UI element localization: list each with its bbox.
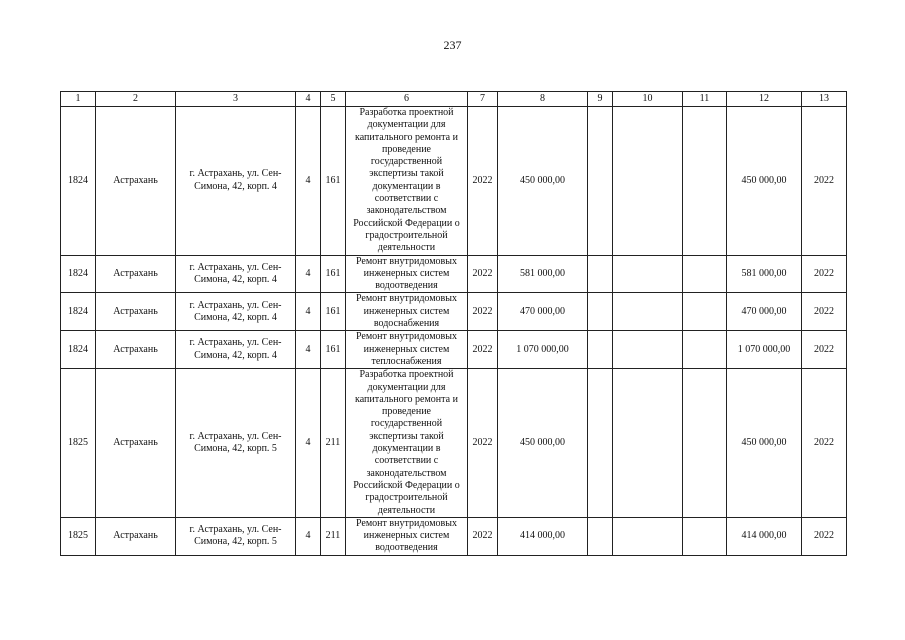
col10-cell bbox=[613, 331, 683, 369]
column-header: 9 bbox=[588, 92, 613, 107]
address-cell: г. Астрахань, ул. Сен-Симона, 42, корп. 5 bbox=[176, 369, 296, 518]
total-amount-cell: 1 070 000,00 bbox=[727, 331, 802, 369]
amount-cell: 581 000,00 bbox=[498, 255, 588, 293]
col9-cell bbox=[588, 369, 613, 518]
record-number-cell: 1824 bbox=[61, 293, 96, 331]
col5-cell: 161 bbox=[321, 107, 346, 256]
col4-cell: 4 bbox=[296, 369, 321, 518]
completion-year-cell: 2022 bbox=[802, 331, 847, 369]
table-row bbox=[61, 331, 847, 369]
table-row bbox=[61, 255, 847, 293]
total-amount-cell: 450 000,00 bbox=[727, 107, 802, 256]
record-number-cell: 1824 bbox=[61, 331, 96, 369]
col10-cell bbox=[613, 517, 683, 555]
work-type-cell: Ремонт внутридомовых инженерных систем водоотведения bbox=[346, 517, 468, 555]
col11-cell bbox=[683, 255, 727, 293]
record-number-cell: 1825 bbox=[61, 369, 96, 518]
col11-cell bbox=[683, 331, 727, 369]
col11-cell bbox=[683, 369, 727, 518]
amount-cell: 450 000,00 bbox=[498, 107, 588, 256]
column-header: 5 bbox=[321, 92, 346, 107]
year-cell: 2022 bbox=[468, 369, 498, 518]
column-header: 10 bbox=[613, 92, 683, 107]
total-amount-cell: 581 000,00 bbox=[727, 255, 802, 293]
col9-cell bbox=[588, 331, 613, 369]
col5-cell: 211 bbox=[321, 369, 346, 518]
total-amount-cell: 470 000,00 bbox=[727, 293, 802, 331]
column-header: 6 bbox=[346, 92, 468, 107]
column-header: 4 bbox=[296, 92, 321, 107]
col11-cell bbox=[683, 517, 727, 555]
table-row bbox=[61, 517, 847, 555]
municipality-cell: Астрахань bbox=[96, 331, 176, 369]
year-cell: 2022 bbox=[468, 107, 498, 256]
municipality-cell: Астрахань bbox=[96, 255, 176, 293]
year-cell: 2022 bbox=[468, 517, 498, 555]
col9-cell bbox=[588, 293, 613, 331]
col5-cell: 211 bbox=[321, 517, 346, 555]
work-type-cell: Ремонт внутридомовых инженерных систем теплоснабжения bbox=[346, 331, 468, 369]
column-header: 1 bbox=[61, 92, 96, 107]
record-number-cell: 1824 bbox=[61, 255, 96, 293]
amount-cell: 414 000,00 bbox=[498, 517, 588, 555]
amount-cell: 1 070 000,00 bbox=[498, 331, 588, 369]
year-cell: 2022 bbox=[468, 255, 498, 293]
col10-cell bbox=[613, 369, 683, 518]
work-type-cell: Ремонт внутридомовых инженерных систем водоснабжения bbox=[346, 293, 468, 331]
municipality-cell: Астрахань bbox=[96, 369, 176, 518]
col4-cell: 4 bbox=[296, 517, 321, 555]
municipality-cell: Астрахань bbox=[96, 107, 176, 256]
column-header: 13 bbox=[802, 92, 847, 107]
table-header bbox=[61, 92, 847, 107]
address-cell: г. Астрахань, ул. Сен-Симона, 42, корп. 4 bbox=[176, 293, 296, 331]
address-cell: г. Астрахань, ул. Сен-Симона, 42, корп. 4 bbox=[176, 331, 296, 369]
col11-cell bbox=[683, 107, 727, 256]
record-number-cell: 1824 bbox=[61, 107, 96, 256]
completion-year-cell: 2022 bbox=[802, 255, 847, 293]
completion-year-cell: 2022 bbox=[802, 517, 847, 555]
column-header: 11 bbox=[683, 92, 727, 107]
total-amount-cell: 450 000,00 bbox=[727, 369, 802, 518]
municipality-cell: Астрахань bbox=[96, 293, 176, 331]
work-type-cell: Ремонт внутридомовых инженерных систем водоотведения bbox=[346, 255, 468, 293]
column-header: 3 bbox=[176, 92, 296, 107]
municipality-cell: Астрахань bbox=[96, 517, 176, 555]
capital-repair-table bbox=[60, 91, 847, 556]
col10-cell bbox=[613, 255, 683, 293]
col9-cell bbox=[588, 255, 613, 293]
total-amount-cell: 414 000,00 bbox=[727, 517, 802, 555]
col10-cell bbox=[613, 293, 683, 331]
col4-cell: 4 bbox=[296, 331, 321, 369]
completion-year-cell: 2022 bbox=[802, 293, 847, 331]
work-type-cell: Разработка проектной документации для капитального ремонта и проведение государственной экспертизы такой документации в соответствии с законодательством Российской Федерации о градостроительной деятельности bbox=[346, 107, 468, 256]
address-cell: г. Астрахань, ул. Сен-Симона, 42, корп. 4 bbox=[176, 255, 296, 293]
table-row bbox=[61, 107, 847, 256]
col4-cell: 4 bbox=[296, 107, 321, 256]
col9-cell bbox=[588, 107, 613, 256]
table-row bbox=[61, 369, 847, 518]
completion-year-cell: 2022 bbox=[802, 369, 847, 518]
col11-cell bbox=[683, 293, 727, 331]
col10-cell bbox=[613, 107, 683, 256]
year-cell: 2022 bbox=[468, 293, 498, 331]
year-cell: 2022 bbox=[468, 331, 498, 369]
col5-cell: 161 bbox=[321, 293, 346, 331]
column-header: 7 bbox=[468, 92, 498, 107]
col5-cell: 161 bbox=[321, 331, 346, 369]
address-cell: г. Астрахань, ул. Сен-Симона, 42, корп. 5 bbox=[176, 517, 296, 555]
col4-cell: 4 bbox=[296, 255, 321, 293]
completion-year-cell: 2022 bbox=[802, 107, 847, 256]
col9-cell bbox=[588, 517, 613, 555]
col4-cell: 4 bbox=[296, 293, 321, 331]
col5-cell: 161 bbox=[321, 255, 346, 293]
amount-cell: 450 000,00 bbox=[498, 369, 588, 518]
record-number-cell: 1825 bbox=[61, 517, 96, 555]
table-row bbox=[61, 293, 847, 331]
work-type-cell: Разработка проектной документации для капитального ремонта и проведение государственной экспертизы такой документации в соответствии с законодательством Российской Федерации о градостроительной деятельности bbox=[346, 369, 468, 518]
column-header: 2 bbox=[96, 92, 176, 107]
amount-cell: 470 000,00 bbox=[498, 293, 588, 331]
column-header: 8 bbox=[498, 92, 588, 107]
column-header: 12 bbox=[727, 92, 802, 107]
column-number-row bbox=[61, 92, 847, 107]
page-number: 237 bbox=[443, 38, 462, 52]
address-cell: г. Астрахань, ул. Сен-Симона, 42, корп. 4 bbox=[176, 107, 296, 256]
